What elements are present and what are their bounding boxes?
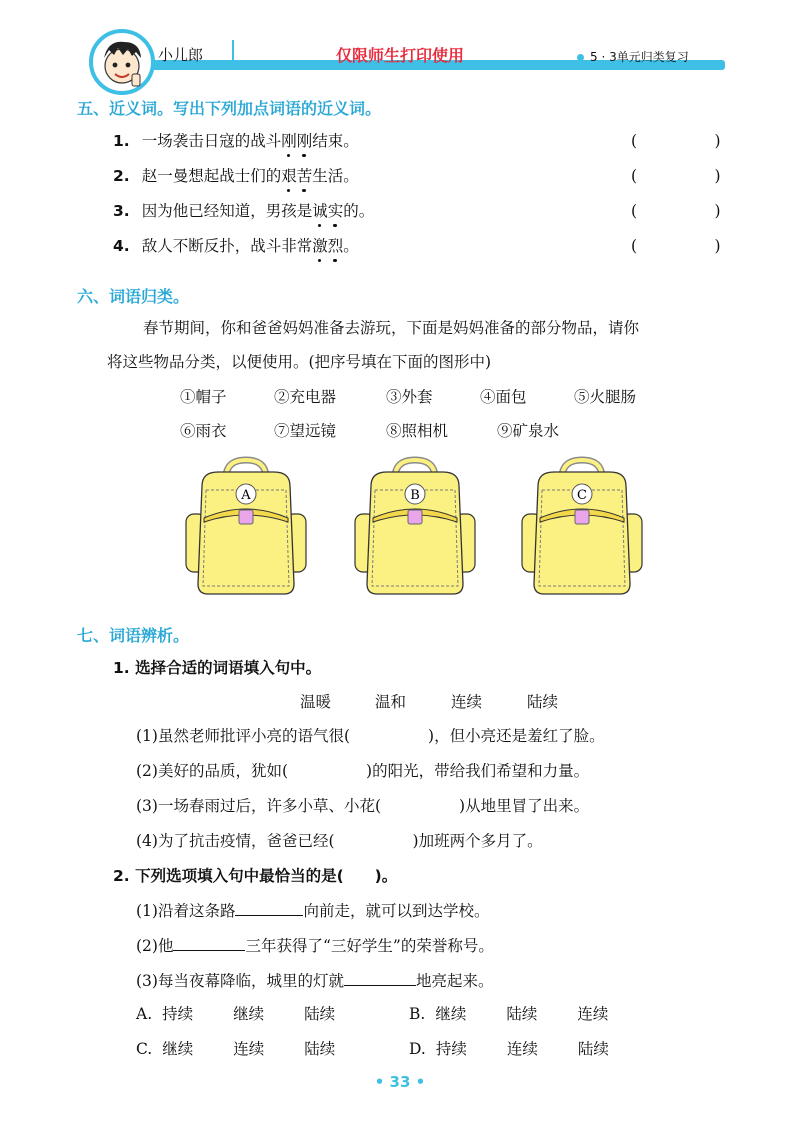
option-word: 持续	[435, 1040, 467, 1058]
goods-item: ②充电器	[274, 388, 337, 406]
option-label: D.	[409, 1040, 426, 1058]
section5-item	[113, 199, 374, 221]
option-label: C.	[136, 1040, 153, 1058]
sentence-text: (3)每当夜幕降临，城里的灯就	[136, 972, 344, 990]
option-word: 陆续	[506, 1005, 538, 1023]
option-word: 持续	[162, 1005, 194, 1023]
option-word: 连续	[233, 1040, 265, 1058]
option-label: A.	[136, 1005, 153, 1023]
word-choice: 连续	[451, 693, 483, 711]
item-number: 2.	[113, 167, 130, 185]
sentence-text: )从地里冒了出来。	[459, 797, 590, 815]
sentence-text: 向前走，就可以到达学校。	[303, 902, 490, 920]
emphasized-word	[312, 202, 343, 220]
item-number: 3.	[113, 202, 130, 220]
q1-sentence	[136, 724, 605, 746]
emphasis-char: 烈	[328, 234, 344, 256]
option-word: 继续	[162, 1040, 194, 1058]
option-word: 陆续	[304, 1040, 336, 1058]
item-number: 4.	[113, 237, 130, 255]
sentence-text: (1)虽然老师批评小亮的语气很(	[136, 727, 351, 745]
answer-underline[interactable]	[235, 901, 303, 916]
sentence-text: )的阳光，带给我们希望和力量。	[366, 762, 590, 780]
option-label: B.	[409, 1005, 426, 1023]
sentence-text: )加班两个多月了。	[412, 832, 543, 850]
goods-item: ④面包	[480, 388, 527, 406]
brand-name: 小儿郎	[158, 46, 204, 64]
item-text: 赵一曼想起战士们的	[141, 167, 282, 185]
goods-item: ⑥雨衣	[180, 422, 227, 440]
sentence-text: (4)为了抗击疫情，爸爸已经(	[136, 832, 335, 850]
answer-parentheses[interactable]: ( )	[631, 237, 721, 255]
backpack-icon	[522, 460, 642, 594]
section5-item	[113, 164, 359, 186]
answer-parentheses[interactable]: ( )	[631, 132, 721, 150]
sentence-text: (3)一场春雨过后，许多小草、小花(	[136, 797, 382, 815]
section5-title: 五、近义词。写出下列加点词语的近义词。	[77, 99, 382, 118]
section6-paragraph-line2: 将这些物品分类，以便使用。(把序号填在下面的图形中)	[107, 353, 492, 371]
bullet-dot-icon	[577, 54, 584, 61]
item-text: 敌人不断反扑，战斗非常	[141, 237, 313, 255]
option-word: 连续	[506, 1040, 538, 1058]
backpack-label: B	[410, 488, 420, 503]
answer-underline[interactable]	[344, 971, 416, 986]
print-notice: 仅限师生打印使用	[336, 46, 465, 65]
option-word: 陆续	[304, 1005, 336, 1023]
backpack-a[interactable]	[184, 456, 308, 598]
item-text: 因为他已经知道，男孩是	[141, 202, 313, 220]
answer-parentheses[interactable]: ( )	[631, 167, 721, 185]
goods-item: ①帽子	[180, 388, 227, 406]
option-c[interactable]	[136, 1037, 335, 1059]
option-b[interactable]	[409, 1002, 608, 1024]
emphasis-char: 诚	[312, 199, 328, 221]
option-word: 连续	[577, 1005, 609, 1023]
item-text: 的。	[343, 202, 375, 220]
q2-sentence	[136, 969, 493, 991]
mascot-logo-icon	[88, 28, 156, 96]
q1-sentence	[136, 759, 589, 781]
header-divider	[232, 40, 234, 60]
backpack-label: A	[241, 488, 251, 503]
backpack-c[interactable]	[520, 456, 644, 598]
item-number: 1.	[113, 132, 130, 150]
backpack-label: C	[577, 488, 587, 503]
page-number: • 33 •	[374, 1073, 426, 1091]
item-text: 结束。	[312, 132, 359, 150]
goods-item: ⑤火腿肠	[574, 388, 637, 406]
emphasis-char: 刚	[281, 129, 297, 151]
answer-underline[interactable]	[173, 936, 245, 951]
sentence-text: (2)美好的品质，犹如(	[136, 762, 289, 780]
sentence-text: 地亮起来。	[415, 972, 494, 990]
section5-item	[113, 234, 359, 256]
backpack-icon	[355, 460, 475, 594]
emphasis-char: 苦	[297, 164, 313, 186]
answer-parentheses[interactable]: ( )	[631, 202, 721, 220]
q1-title: 1. 选择合适的词语填入句中。	[113, 659, 322, 677]
backpack-icon	[186, 460, 306, 594]
unit-title-text: 5 · 3单元归类复习	[590, 50, 689, 64]
word-choice: 温和	[375, 693, 407, 711]
section5-item	[113, 129, 359, 151]
goods-item: ⑦望远镜	[274, 422, 337, 440]
sentence-text: )，但小亮还是羞红了脸。	[428, 727, 605, 745]
option-word: 陆续	[577, 1040, 609, 1058]
emphasis-char: 刚	[297, 129, 313, 151]
q2-title: 2. 下列选项填入句中最恰当的是( )。	[113, 867, 398, 885]
q2-sentence	[136, 899, 489, 921]
option-a[interactable]	[136, 1002, 335, 1024]
q1-sentence	[136, 794, 589, 816]
emphasis-char: 激	[312, 234, 328, 256]
q1-sentence	[136, 829, 543, 851]
word-choice: 陆续	[527, 693, 559, 711]
goods-item: ③外套	[386, 388, 433, 406]
sentence-text: 三年获得了“三好学生”的荣誉称号。	[245, 937, 494, 955]
section7-title: 七、词语辨析。	[77, 626, 190, 645]
goods-item: ⑧照相机	[386, 422, 449, 440]
goods-item: ⑨矿泉水	[497, 422, 560, 440]
q2-sentence	[136, 934, 494, 956]
sentence-text: (2)他	[136, 937, 174, 955]
sentence-text: (1)沿着这条路	[136, 902, 236, 920]
backpack-b[interactable]	[353, 456, 477, 598]
emphasis-char: 艰	[281, 164, 297, 186]
option-word: 继续	[233, 1005, 265, 1023]
item-text: 。	[343, 237, 359, 255]
word-choice: 温暖	[300, 693, 332, 711]
emphasis-char: 实	[328, 199, 344, 221]
emphasized-word	[281, 167, 312, 185]
item-text: 一场袭击日寇的战斗	[141, 132, 282, 150]
section6-paragraph-line1: 春节期间，你和爸爸妈妈准备去游玩，下面是妈妈准备的部分物品，请你	[143, 319, 640, 337]
section6-title: 六、词语归类。	[77, 287, 190, 306]
option-word: 继续	[435, 1005, 467, 1023]
item-text: 生活。	[312, 167, 359, 185]
emphasized-word	[312, 237, 343, 255]
option-d[interactable]	[409, 1037, 609, 1059]
emphasized-word	[281, 132, 312, 150]
unit-title	[577, 48, 689, 65]
